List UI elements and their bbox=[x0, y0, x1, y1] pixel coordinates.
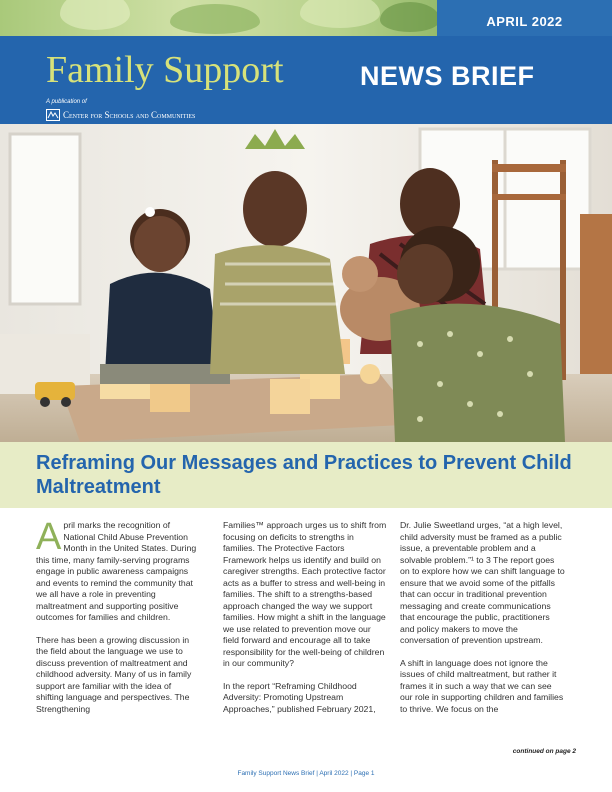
article-column-3 bbox=[400, 520, 565, 726]
masthead-title-script: Family Support bbox=[46, 49, 284, 91]
article-paragraph bbox=[36, 516, 201, 624]
article-column-2 bbox=[223, 520, 388, 726]
header-leaf-banner bbox=[0, 0, 612, 36]
family-playing-illustration bbox=[0, 124, 612, 442]
article-headline: Reframing Our Messages and Practices to Prevent Child Maltreatment bbox=[36, 452, 572, 498]
org-line bbox=[46, 109, 195, 121]
org-name: Center for Schools and Communities bbox=[63, 110, 196, 120]
article-paragraph: Dr. Julie Sweetland urges, “at a high level, child adversity must be framed as a public issue, a preventable problem and a solvable problem.”¹ to 3 The report goes on to explore how we can shift language to ensure that we avoid some of the pitfalls that can occur in traditional prevention messaging and create communications that encourage the public, practitioners and policy makers to move the conversation of prevention upstream. bbox=[400, 520, 565, 645]
article-paragraph: In the report “Reframing Childhood Adversity: Promoting Upstream Approaches,” published February 2021, bbox=[223, 680, 376, 714]
hero-photo bbox=[0, 124, 612, 442]
paragraph-text: pril marks the recognition of National Child Abuse Prevention Month in the United States. During this time, many family-serving programs engage in public awareness campaigns and events to remind the community that we all have a role in preventing maltreatment and supporting positive outcomes for families and children. bbox=[36, 520, 197, 622]
issue-date: APRIL 2022 bbox=[437, 0, 612, 36]
article-paragraph: A shift in language does not ignore the issues of child maltreatment, but rather it frames it in such a way that we can see our role in supporting children and families to thrive. We focus on the bbox=[400, 657, 564, 714]
headline-band bbox=[0, 442, 612, 508]
leaf-decoration bbox=[170, 4, 260, 34]
article-paragraph: Families™ approach urges us to shift from focusing on deficits to strengths in families. The Protective Factors Framework helps us identify and build on caregiver strengths. Each protective factor acts as a buffer to stress and well-being in families. The shift to a strengths-based approach changed the way we support families. How might a shift in the language we use related to prevention move our field forward and encourage all to take responsibility for the well-being of children in our community? bbox=[223, 520, 387, 668]
leaf-decoration bbox=[300, 0, 380, 28]
publication-of-label: A publication of bbox=[46, 99, 87, 105]
masthead-title-caps: NEWS BRIEF bbox=[360, 61, 535, 91]
leaf-decoration bbox=[60, 0, 130, 30]
continued-note: continued on page 2 bbox=[512, 748, 576, 755]
article-paragraph: There has been a growing discussion in the field about the language we use to discuss prevention of maltreatment and childhood adversity. Many of us in family support are familiar with the idea of shifting language and perspectives. The Strengthening bbox=[36, 634, 192, 714]
article-column-1 bbox=[36, 516, 201, 726]
leaf-decoration bbox=[380, 2, 440, 32]
drop-cap: A bbox=[36, 516, 62, 558]
org-logo-icon bbox=[46, 109, 60, 121]
page-footer: Family Support News Brief | April 2022 | Page 1 bbox=[237, 770, 375, 777]
masthead bbox=[0, 36, 612, 124]
